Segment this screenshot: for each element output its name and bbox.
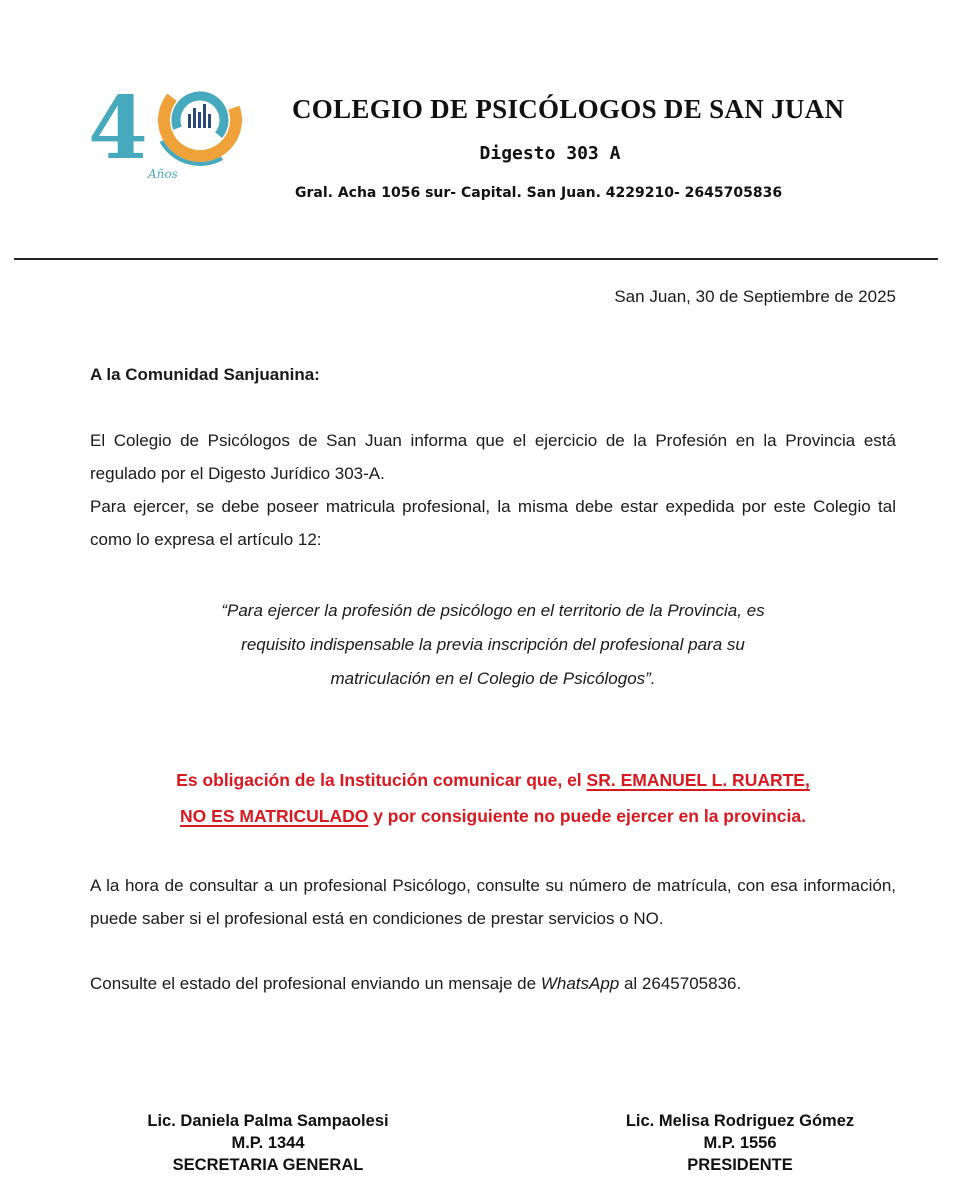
logo-bars-icon [188, 104, 211, 128]
signatory-license: M.P. 1556 [703, 1134, 777, 1152]
alert-person-name: SR. EMANUEL L. RUARTE, [586, 770, 810, 790]
letter-greeting: A la Comunidad Sanjuanina: [90, 365, 320, 384]
quote-line: requisito indispensable la previa inscripción del profesional para su [241, 635, 745, 654]
quote-line: “Para ejercer la profesión de psicólogo en el territorio de la Provincia, es [221, 601, 765, 620]
whatsapp-app-name: WhatsApp [540, 974, 620, 993]
logo-number-4: 4 [88, 78, 148, 179]
logo-anos-text: Años [148, 167, 178, 181]
paragraph-whatsapp [90, 967, 896, 1000]
quote-line: matriculación en el Colegio de Psicólogos”. [330, 669, 656, 688]
signature-president [590, 1110, 890, 1176]
signatory-name: Lic. Daniela Palma Sampaolesi [147, 1112, 389, 1130]
organization-title: COLEGIO DE PSICÓLOGOS DE SAN JUAN [292, 94, 845, 124]
organization-address: Gral. Acha 1056 sur- Capital. San Juan. 4229210- 2645705836 [295, 185, 783, 201]
alert-intro: Es obligación de la Institución comunicar que, el [176, 770, 587, 790]
whatsapp-text-before: Consulte el estado del profesional enviando un mensaje de [90, 974, 541, 993]
paragraph-requirement: Para ejercer, se debe poseer matricula profesional, la misma debe estar expedida por este Colegio tal como lo expresa el artículo 12: [90, 497, 896, 549]
alert-conclusion: y por consiguiente no puede ejercer en la provincia. [368, 806, 806, 826]
letter-date: San Juan, 30 de Septiembre de 2025 [614, 287, 896, 306]
signatory-license: M.P. 1344 [231, 1134, 305, 1152]
alert-not-registered: NO ES MATRICULADO [180, 806, 369, 826]
signature-secretary [118, 1110, 418, 1176]
article-12-quote [90, 594, 896, 696]
paragraph-regulation: El Colegio de Psicólogos de San Juan informa que el ejercicio de la Profesión en la Provincia está regulado por el Digesto Jurídico 303-A. [90, 431, 896, 483]
signatory-role: SECRETARIA GENERAL [172, 1156, 364, 1174]
signatory-role: PRESIDENTE [687, 1156, 793, 1174]
paragraph-consult-license: A la hora de consultar a un profesional Psicólogo, consulte su número de matrícula, con esa información, puede saber si el profesional está en condiciones de prestar servicios o NO. [90, 876, 896, 928]
signatory-name: Lic. Melisa Rodriguez Gómez [625, 1112, 855, 1130]
header-divider [14, 258, 938, 260]
anniversary-logo [88, 74, 258, 186]
digest-subtitle: Digesto 303 A [479, 143, 621, 164]
whatsapp-text-after: al 2645705836. [619, 974, 742, 993]
warning-notice [90, 762, 896, 834]
